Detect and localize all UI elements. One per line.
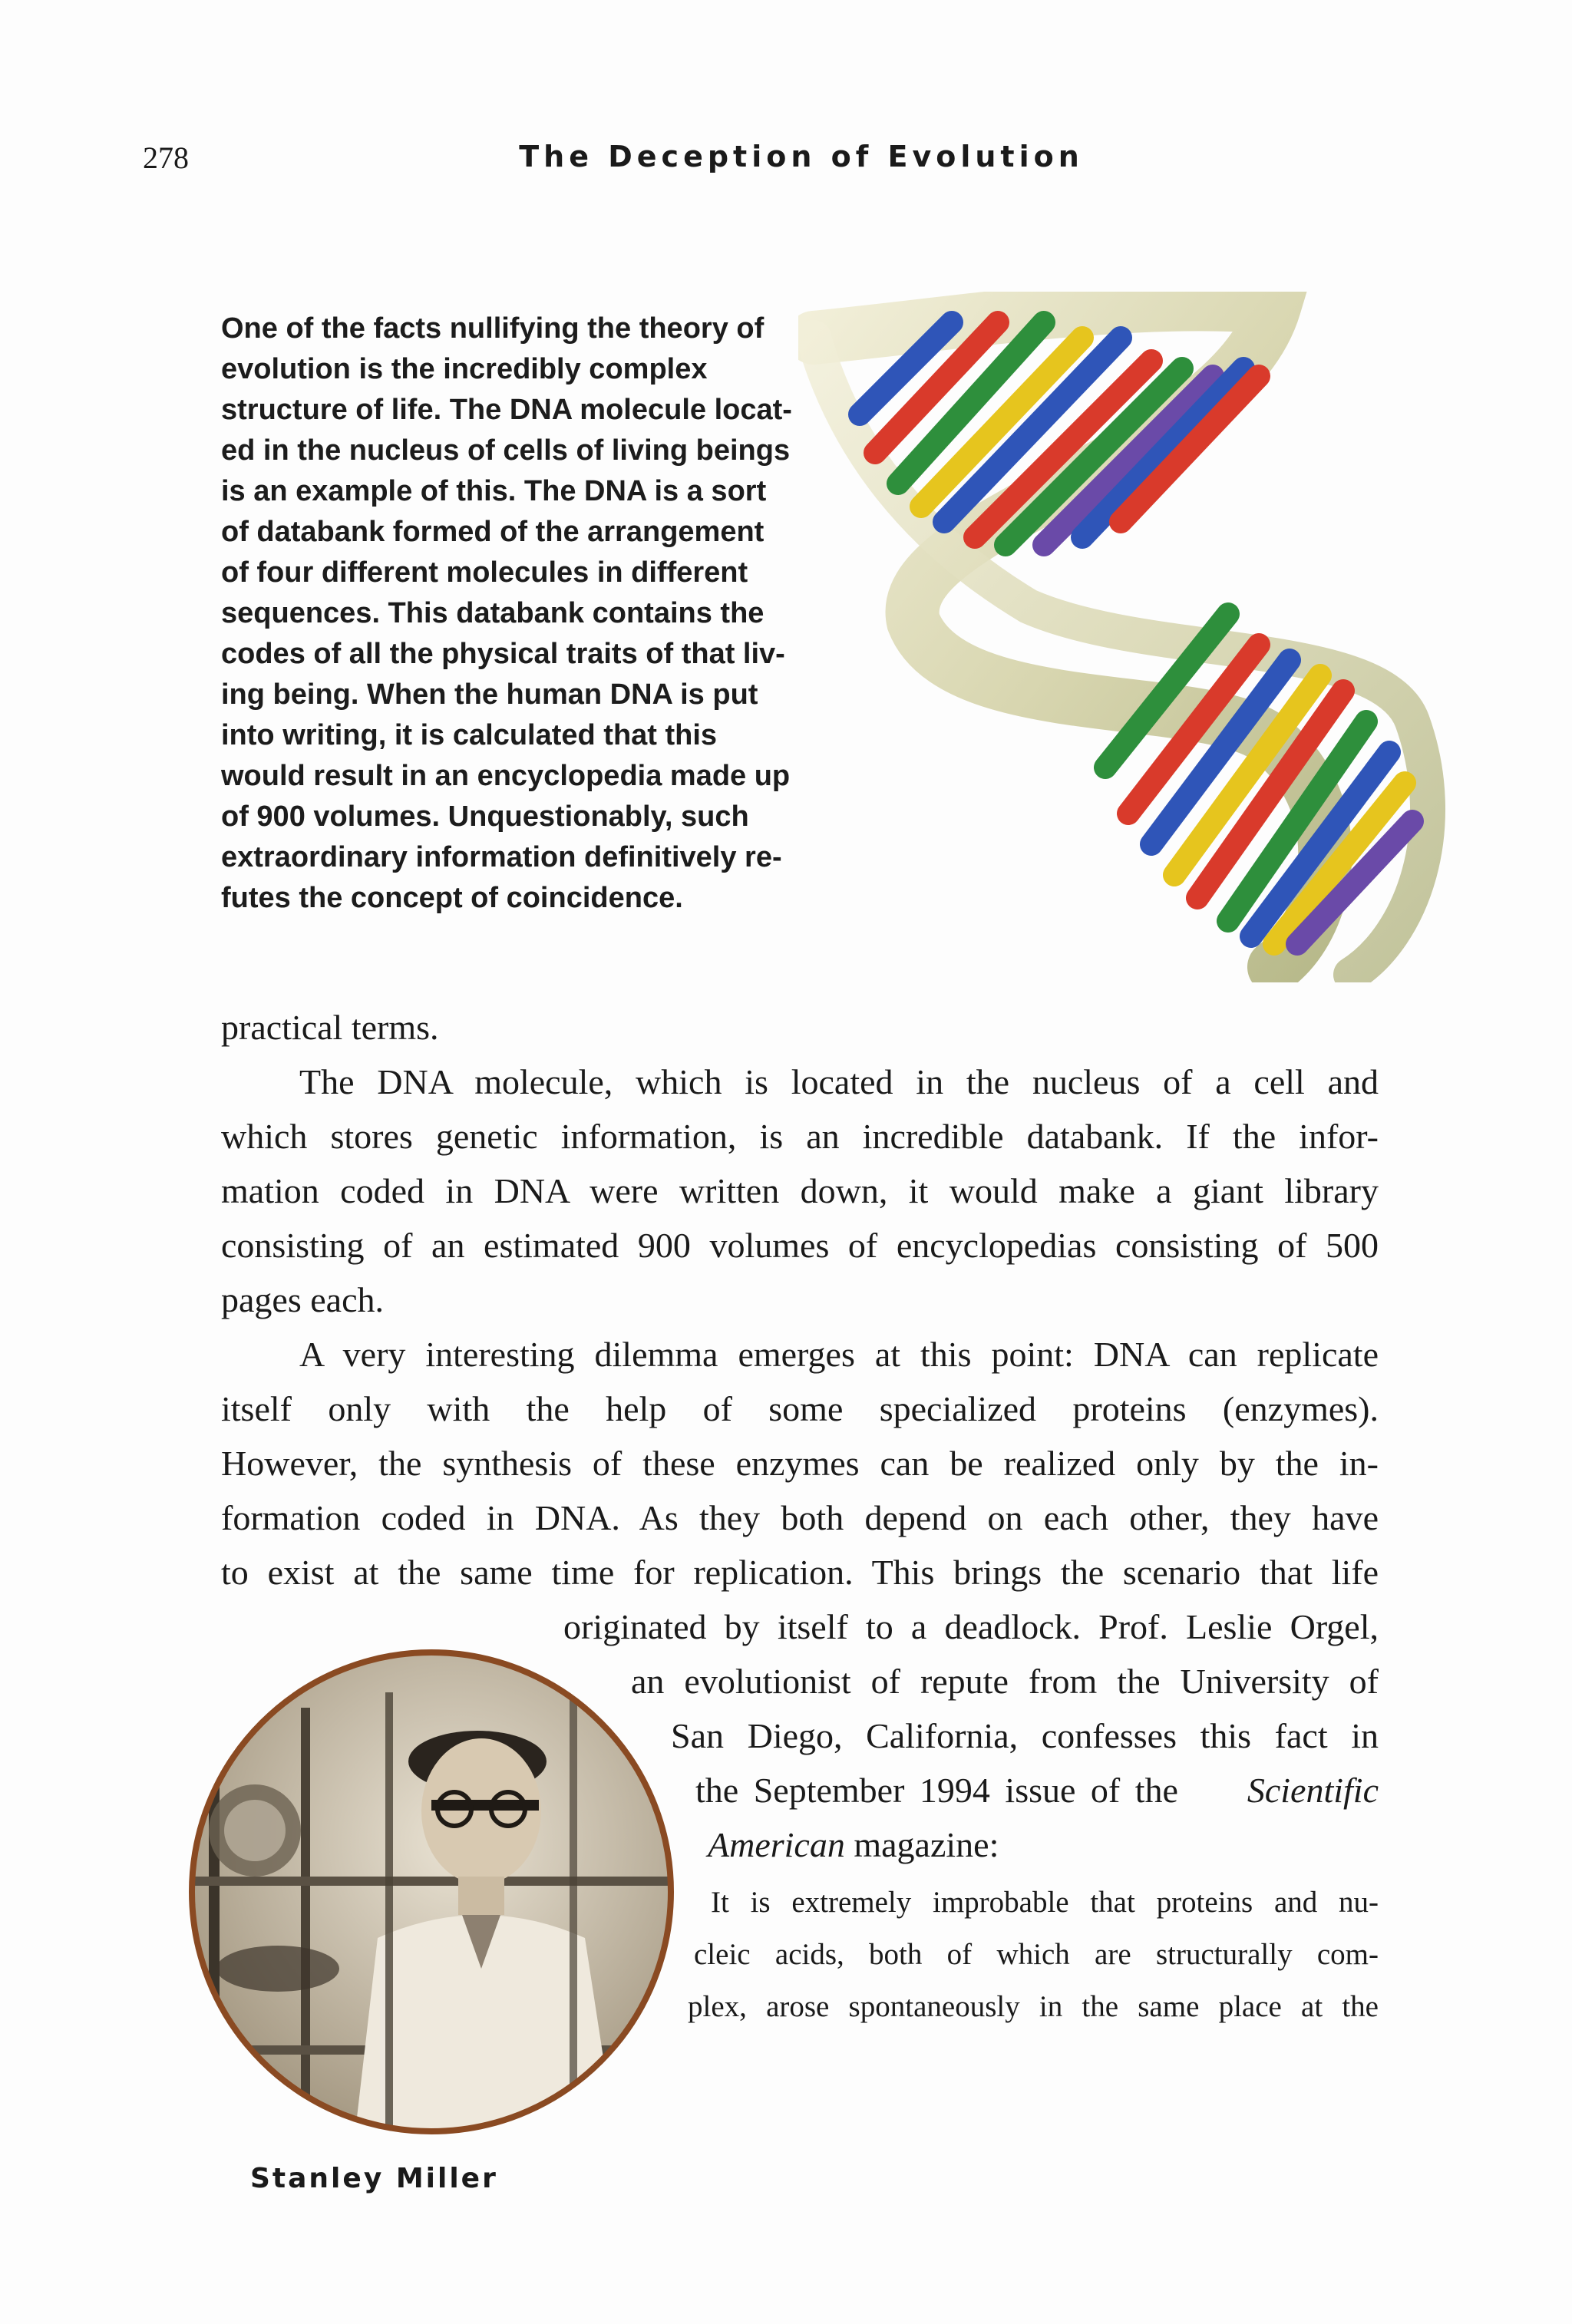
caption-line: of four different molecules in different [221,556,748,589]
page-number: 278 [143,140,189,175]
body-line: originated by itself to a deadlock. Prof. Leslie Orgel, [563,1607,1379,1646]
italic-title: American [708,1825,845,1864]
caption-line: evolution is the incredibly complex [221,353,708,385]
caption-line: structure of life. The DNA molecule locat- [221,394,792,426]
body-line: an evolutionist of repute from the University of [631,1662,1379,1701]
caption-line: extraordinary information definitively re- [221,841,782,873]
body-line: consisting of an estimated 900 volumes of encyclopedias consisting of 500 [221,1226,1379,1265]
caption-line: ing being. When the human DNA is put [221,678,758,711]
body-line: The DNA molecule, which is located in the nucleus of a cell and [299,1062,1379,1101]
running-title: The Deception of Evolution [519,140,1084,173]
caption-line: futes the concept of coincidence. [221,882,683,914]
quote-line: It is extremely improbable that proteins and nu- [711,1886,1379,1919]
body-line: to exist at the same time for replication. This brings the scenario that life [221,1553,1379,1592]
caption-line: of 900 volumes. Unquestionably, such [221,801,749,833]
body-line-with-italic [695,1770,1379,1811]
body-line: San Diego, California, confesses this fact in [671,1716,1379,1755]
body-line: practical terms. [221,1008,439,1047]
caption-line: One of the facts nullifying the theory of [221,312,765,345]
stanley-miller-photo [186,1646,677,2137]
caption-line: of databank formed of the arrangement [221,516,765,548]
figure-caption [221,309,835,919]
photo-caption: Stanley Miller [250,2163,498,2194]
body-line: itself only with the help of some specialized proteins (enzymes). [221,1389,1379,1428]
caption-line: codes of all the physical traits of that liv- [221,638,785,670]
body-line: mation coded in DNA were written down, it would make a giant library [221,1171,1379,1210]
quote-line: plex, arose spontaneously in the same place at the [688,1990,1379,2023]
body-line-with-italic [708,1824,999,1865]
body-line: formation coded in DNA. As they both depend on each other, they have [221,1498,1379,1537]
dna-helix-image [798,292,1474,982]
body-line: which stores genetic information, is an incredible databank. If the infor- [221,1117,1379,1156]
caption-line: into writing, it is calculated that this [221,719,718,751]
caption-line: sequences. This databank contains the [221,597,765,629]
caption-line: is an example of this. The DNA is a sort [221,475,767,507]
body-text: magazine: [844,1825,999,1864]
quote-line: cleic acids, both of which are structurally com- [694,1938,1379,1971]
body-line: pages each. [221,1280,384,1319]
caption-line: ed in the nucleus of cells of living beings [221,434,791,467]
italic-title: Scientific [1247,1771,1379,1810]
body-text: the September 1994 issue of the [695,1771,1178,1810]
body-line: A very interesting dilemma emerges at this point: DNA can replicate [299,1335,1379,1374]
caption-line: would result in an encyclopedia made up [221,760,791,792]
body-line: However, the synthesis of these enzymes can be realized only by the in- [221,1444,1379,1483]
